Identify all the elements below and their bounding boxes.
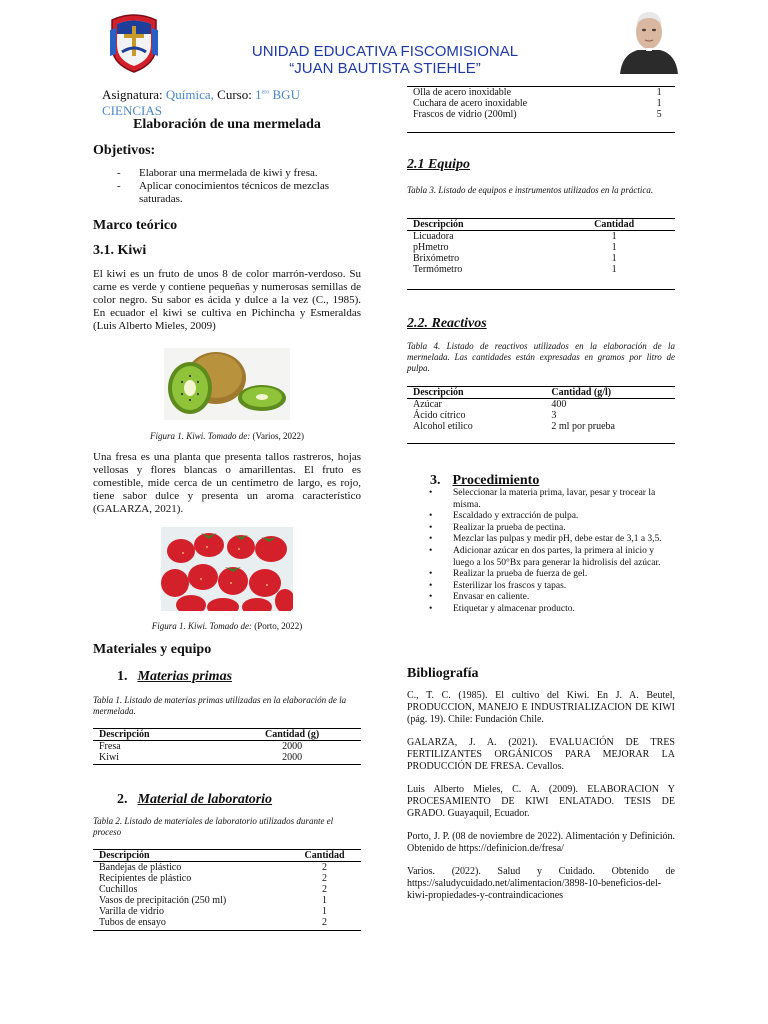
table-header: Descripción [407,387,515,399]
list-item: - Aplicar conocimientos técnicos de mezclas saturadas. [93,180,361,206]
figure-1-caption: Figura 1. Kiwi. Tomado de: (Varios, 2022) [150,431,304,441]
marco-heading: Marco teórico [93,218,178,233]
course-number: $1^{ero}$ [255,87,270,102]
procedure-list [407,488,675,616]
table-2-continued [407,86,675,133]
table-4 [407,386,675,444]
table-row: Alcohol etílico 2 ml por prueba [413,421,615,432]
strawberry-image [161,527,293,611]
table-row: Brixómetro 1 [413,253,617,264]
kiwi-paragraph: El kiwi es un fruto de unos 8 de color marrón-verdoso. Su carne es verde y contiene pequeñas y numerosas semillas de color negro. Su sabor es ácida y dulce a la vez (C., 1985). En ecuador el kiwi se cultiva en Pichincha y Esmeraldas (Luis Alberto Mieles, 2009) [93,268,361,332]
table-2 [93,849,361,931]
table-row: Kiwi 2000 [99,752,303,763]
table-row: Bandejas de plástico 2 [99,862,328,873]
document-title: Elaboración de una mermelada [133,117,321,132]
table-header: Cantidad (g/l) [515,387,675,399]
table-row: Tubos de ensayo 2 [99,917,328,928]
raw-materials-heading: 1. Materias primas [117,669,233,684]
founder-portrait [618,8,680,74]
table-1-caption: Tabla 1. Listado de materias primas utilizadas en la elaboración de la mermelada. [93,695,347,716]
table-4-caption: Tabla 4. Listado de reactivos utilizados en la elaboración de la mermelada. Las cantidades están expresadas en gramos por litro de pulpa. [407,341,675,373]
reagents-heading: 2.2. Reactivos [407,316,487,331]
lab-materials-heading: 2. Material de laboratorio [117,792,273,807]
table-row: Recipientes de plástico 2 [99,873,328,884]
subject-label: Asignatura: [102,87,163,102]
list-item: • Esterilizar los frascos y tapas. [407,581,675,593]
table-row: Varilla de vidrio 1 [99,906,328,917]
table-1 [93,728,361,765]
procedure-heading: 3. Procedimiento [430,473,540,488]
table-3 [407,218,675,290]
bibliography-list [407,690,675,902]
table-row: Ácido cítrico 3 [413,410,557,421]
list-item: • Realizar la prueba de fuerza de gel. [407,569,675,581]
equipment-heading: 2.1 Equipo [407,157,471,172]
school-name: UNIDAD EDUCATIVA FISCOMISIONAL [251,43,519,60]
table-row: Cuchara de acero inoxidable 1 [413,98,662,109]
table-row: Licuadora 1 [413,231,617,242]
kiwi-heading: 3.1. Kiwi [93,243,147,258]
school-patron: “JUAN BAUTISTA STIEHLE” [289,60,481,77]
table-row: Cuchillos 2 [99,884,328,895]
table-header: Cantidad (g) [223,729,361,741]
school-crest-logo [108,12,160,74]
fresa-paragraph: Una fresa es una planta que presenta tallos rastreros, hojas vellosas y flores blancas o amarillentas. El fruto es comestible, mide cerca de un centímetro de largo, es rojo, tiene sabor dulce y presenta un aroma característico (GALARZA, 2021). [93,451,361,515]
reference-item: GALARZA, J. A. (2021). EVALUACIÓN DE TRES FERTILIZANTES ORGÁNICOS PARA MEJORAR LA PRODUCCIÓN DE FRESA. Cevallos. [407,737,675,772]
materials-heading: Materiales y equipo [93,642,212,657]
table-header: Cantidad [553,219,675,231]
table-2-caption: Tabla 2. Listado de materiales de laboratorio utilizados durante el proceso [93,816,334,837]
list-item: • Envasar en caliente. [407,592,675,604]
subject-value: Química, [165,87,214,102]
table-header: Descripción [407,219,553,231]
kiwi-image [164,348,290,420]
list-item: • Escaldado y extracción de pulpa. [407,511,675,523]
table-row: Azúcar 400 [413,399,567,410]
list-item: • Mezclar las pulpas y medir pH, debe estar de 3,1 a 3,5. [407,534,675,546]
list-item: • Adicionar azúcar en dos partes, la primera al inicio y luego a los 50°Bx para generar la hidrolisis del azúcar. [407,546,675,569]
reference-item: Luis Alberto Mieles, C. A. (2009). ELABORACION Y PROCESAMIENTO DE KIWI ENLATADO. TESIS DE GRADO. Guayaquil, Ecuador. [407,784,675,819]
table-header: Descripción [93,729,223,741]
course-label: Curso: [217,87,252,102]
table-3-caption: Tabla 3. Listado de equipos e instrumentos utilizados en la práctica. [407,185,654,195]
table-row: pHmetro 1 [413,242,617,253]
table-row: Frascos de vidrio (200ml) 5 [413,109,662,120]
list-item: • Realizar la prueba de pectina. [407,523,675,535]
table-header: Descripción [93,850,288,862]
table-header: Cantidad [288,850,361,862]
figure-2-caption: Figura 1. Kiwi. Tomado de: (Porto, 2022) [151,621,303,631]
objectives-list [93,167,361,206]
table-row: Vasos de precipitación (250 ml) 1 [99,895,328,906]
reference-item: Varios. (2022). Salud y Cuidado. Obtenido de https://saludycuidado.net/alimentacion/3898-10-beneficios-del-kiwi-propiedades-y-contraindicaciones [407,866,675,901]
list-item: - Elaborar una mermelada de kiwi y fresa. [93,167,361,180]
subject-line [102,87,362,119]
list-item: • Etiquetar y almacenar producto. [407,604,675,616]
list-item: • Seleccionar la materia prima, lavar, pesar y trocear la misma. [407,488,675,511]
objectives-heading: Objetivos: [93,143,156,158]
reference-item: C., T. C. (1985). El cultivo del Kiwi. En J. A. Beutel, PRODUCCION, MANEJO E INDUSTRIALIZACION DE KIWI (pág. 19). Chile: Fundación Chile. [407,690,675,725]
table-row: Olla de acero inoxidable 1 [413,87,662,98]
reference-item: Porto, J. P. (08 de noviembre de 2022). Alimentación y Definición. Obtenido de https://definicion.de/fresa/ [407,831,675,854]
table-row: Fresa 2000 [99,741,303,752]
course-value: BGU CIENCIAS [102,87,300,118]
bibliography-heading: Bibliografía [407,666,479,681]
table-row: Termómetro 1 [413,264,617,275]
